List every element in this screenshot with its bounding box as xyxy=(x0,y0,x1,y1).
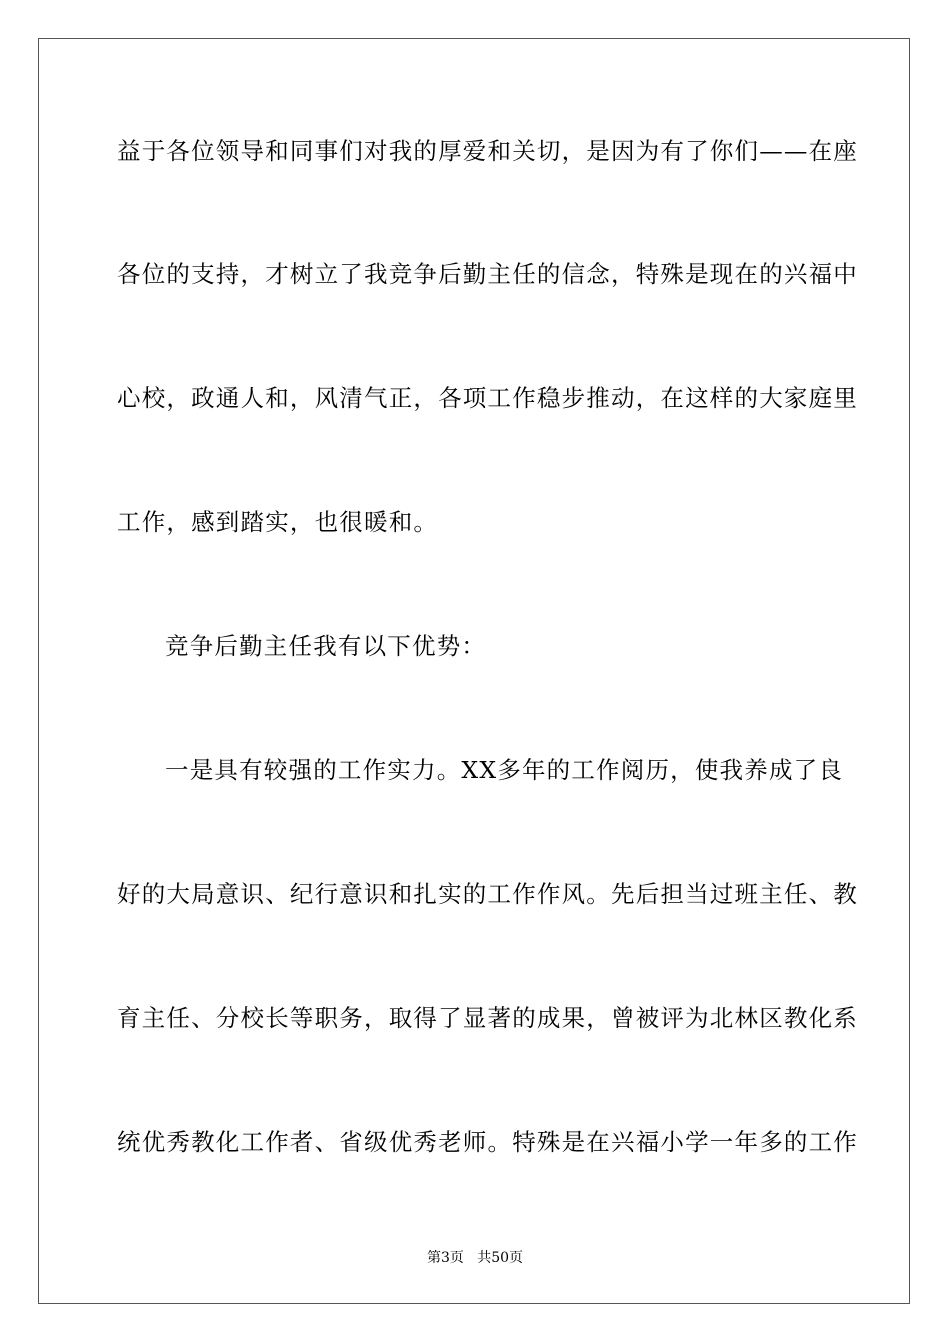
body-line-6: 一是具有较强的工作实力。XX多年的工作阅历，使我养成了良 xyxy=(165,756,844,784)
body-line-7: 好的大局意识、纪行意识和扎实的工作作风。先后担当过班主任、教 xyxy=(117,880,858,908)
body-line-9: 统优秀教化工作者、省级优秀老师。特殊是在兴福小学一年多的工作 xyxy=(117,1128,858,1156)
body-line-3: 心校，政通人和，风清气正，各项工作稳步推动，在这样的大家庭里 xyxy=(117,384,858,412)
body-line-2: 各位的支持，才树立了我竞争后勤主任的信念，特殊是现在的兴福中 xyxy=(117,260,858,288)
page-number-footer: 第3页 共50页 xyxy=(426,1250,524,1266)
page-border xyxy=(38,38,910,1304)
body-line-1: 益于各位领导和同事们对我的厚爱和关切，是因为有了你们——在座 xyxy=(117,137,858,165)
body-line-5: 竞争后勤主任我有以下优势： xyxy=(165,632,487,660)
body-line-8: 育主任、分校长等职务，取得了显著的成果，曾被评为北林区教化系 xyxy=(117,1004,858,1032)
body-line-4: 工作，感到踏实，也很暖和。 xyxy=(117,508,439,536)
